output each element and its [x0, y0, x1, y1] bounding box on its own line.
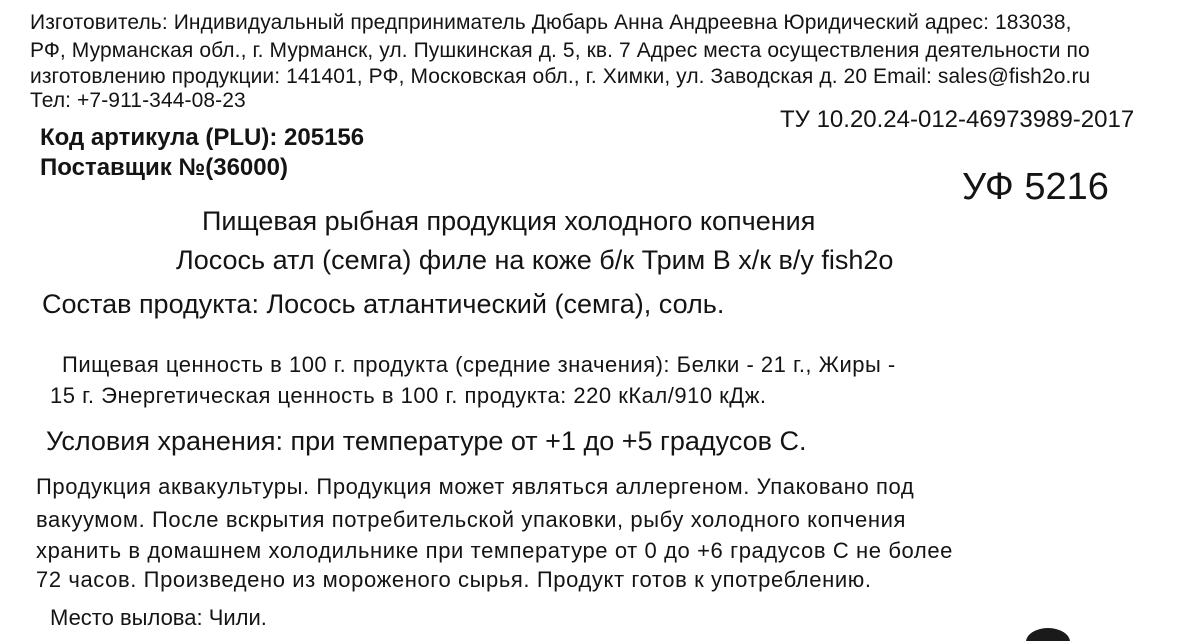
product-category: Пищевая рыбная продукция холодного копчения: [202, 206, 816, 236]
manufacturer-line: Изготовитель: Индивидуальный предприниматель Дюбарь Анна Андреевна Юридический адрес: 183038,: [30, 11, 1072, 34]
product-composition: Состав продукта: Лосось атлантический (семга), соль.: [42, 289, 725, 319]
nutrition-line: Пищевая ценность в 100 г. продукта (средние значения): Белки - 21 г., Жиры -: [62, 352, 896, 377]
ink-mark: [1026, 628, 1070, 641]
manufacturer-phone: Тел: +7-911-344-08-23: [30, 89, 246, 112]
description-line: 72 часов. Произведено из мороженого сырья. Продукт готов к употреблению.: [36, 567, 872, 592]
catch-origin: Место вылова: Чили.: [50, 605, 267, 630]
product-name: Лосось атл (семга) филе на коже б/к Трим В х/к в/у fish2o: [176, 245, 894, 275]
manufacturer-line: РФ, Мурманская обл., г. Мурманск, ул. Пушкинская д. 5, кв. 7 Адрес места осуществления деятельности по: [30, 39, 1090, 62]
storage-conditions: Условия хранения: при температуре от +1 до +5 градусов С.: [46, 426, 807, 456]
supplier-number: Поставщик №(36000): [40, 154, 288, 181]
nutrition-line: 15 г. Энергетическая ценность в 100 г. продукта: 220 кКал/910 кДж.: [50, 383, 767, 408]
description-line: хранить в домашнем холодильнике при температуре от 0 до +6 градусов С не более: [36, 538, 954, 563]
technical-spec: ТУ 10.20.24-012-46973989-2017: [780, 106, 1135, 133]
manufacturer-line: изготовлению продукции: 141401, РФ, Московская обл., г. Химки, ул. Заводская д. 20 Email: sales@fish2o.ru: [30, 65, 1091, 88]
description-line: Продукция аквакультуры. Продукция может являться аллергеном. Упаковано под: [36, 474, 915, 499]
article-code: Код артикула (PLU): 205156: [40, 124, 365, 151]
uf-code: УФ 5216: [962, 166, 1109, 208]
description-line: вакуумом. После вскрытия потребительской упаковки, рыбу холодного копчения: [36, 507, 907, 532]
